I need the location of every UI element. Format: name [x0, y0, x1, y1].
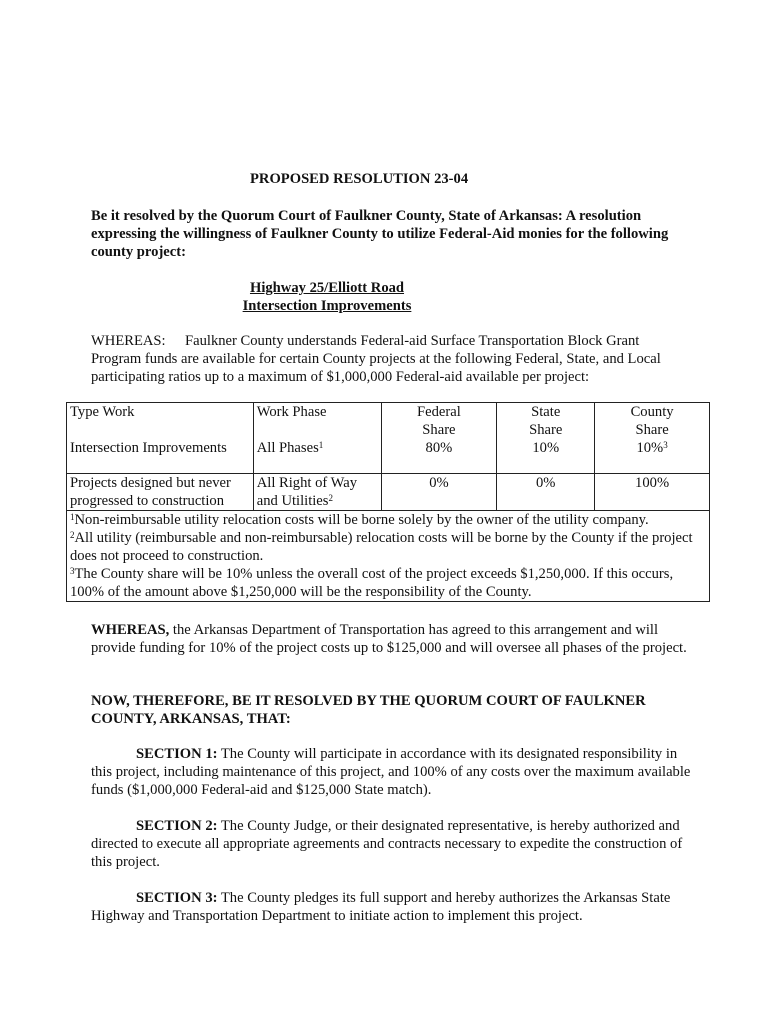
- cell-federal-share: 80%: [381, 439, 497, 474]
- footnote-3: $^3$The County share will be 10% unless the overall cost of the project exceeds $1,250,000. If this occurs, 100% of the amount above $1,250,000 will be the responsibility of the County.: [70, 566, 674, 600]
- section-text: The County will participate in accordance with its designated responsibility in this project, including maintenance of this project, and 100% of any costs over the maximum available funds ($1,000,000 Federal-aid and $125,000 State match).: [91, 746, 691, 798]
- section-label: SECTION 2:: [136, 818, 218, 834]
- whereas-label: WHEREAS,: [91, 622, 170, 638]
- whereas-paragraph-1: [91, 332, 691, 386]
- cell-county-share: 100%: [595, 474, 710, 511]
- cell-type-work: Intersection Improvements: [67, 439, 254, 474]
- section-text: The County Judge, or their designated representative, is hereby authorized and directed to execute all appropriate agreements and contracts necessary to expedite the construction of this project.: [91, 818, 683, 870]
- header-federal-share: Federal Share: [381, 403, 497, 440]
- table-notes-row: [67, 511, 710, 602]
- section-text: The County pledges its full support and hereby authorizes the Arkansas State Highway and Transportation Department to initiate action to implement this project.: [91, 890, 671, 924]
- cell-county-share: 10%$^3$: [595, 439, 710, 474]
- project-title: [91, 279, 563, 315]
- cell-type-work: Projects designed but never progressed to construction: [67, 474, 254, 511]
- cell-federal-share: 0%: [381, 474, 497, 511]
- whereas-label: WHEREAS:: [91, 333, 166, 349]
- project-title-line-2: Intersection Improvements: [242, 298, 412, 314]
- table-footnotes: [67, 511, 710, 602]
- cell-work-phase: All Right of Way and Utilities$^2$: [253, 474, 381, 511]
- header-work-phase: Work Phase: [253, 403, 381, 440]
- project-title-line-1: Highway 25/Elliott Road: [249, 280, 405, 296]
- section-label: SECTION 1:: [136, 746, 218, 762]
- whereas-paragraph-2: [91, 621, 691, 657]
- section-label: SECTION 3:: [136, 890, 218, 906]
- resolved-heading: NOW, THEREFORE, BE IT RESOLVED BY THE QUORUM COURT OF FAULKNER COUNTY, ARKANSAS, THAT:: [91, 693, 646, 727]
- cell-state-share: 0%: [497, 474, 595, 511]
- page-title: PROPOSED RESOLUTION 23-04: [250, 171, 469, 187]
- resolution-intro: Be it resolved by the Quorum Court of Faulkner County, State of Arkansas: A resolution expressing the willingness of Faulkner County to utilize Federal-Aid monies for the following county project:: [91, 208, 669, 260]
- cell-state-share: 10%: [497, 439, 595, 474]
- header-state-share: State Share: [497, 403, 595, 440]
- section-1: [91, 745, 691, 799]
- table-row: [67, 439, 710, 474]
- footnote-2: $^2$All utility (reimbursable and non-reimbursable) relocation costs will be borne by the County if the project does not proceed to construction.: [70, 530, 693, 564]
- table-header-row: [67, 403, 710, 440]
- section-3: [91, 889, 691, 925]
- whereas-text: the Arkansas Department of Transportation has agreed to this arrangement and will provide funding for 10% of the project costs up to $125,000 and will oversee all phases of the project.: [91, 622, 687, 656]
- header-county-share: County Share: [595, 403, 710, 440]
- whereas-text: Faulkner County understands Federal-aid Surface Transportation Block Grant Program funds are available for certain County projects at the following Federal, State, and Local participating ratios up to a maximum of $1,000,000 Federal-aid available per project:: [91, 333, 661, 385]
- header-type-work: Type Work: [67, 403, 254, 440]
- participation-ratios-table: [66, 402, 710, 602]
- footnote-1: $^1$Non-reimbursable utility relocation costs will be borne solely by the owner of the utility company.: [70, 512, 649, 528]
- section-2: [91, 817, 691, 871]
- cell-work-phase: All Phases$^1$: [253, 439, 381, 474]
- table-row: [67, 474, 710, 511]
